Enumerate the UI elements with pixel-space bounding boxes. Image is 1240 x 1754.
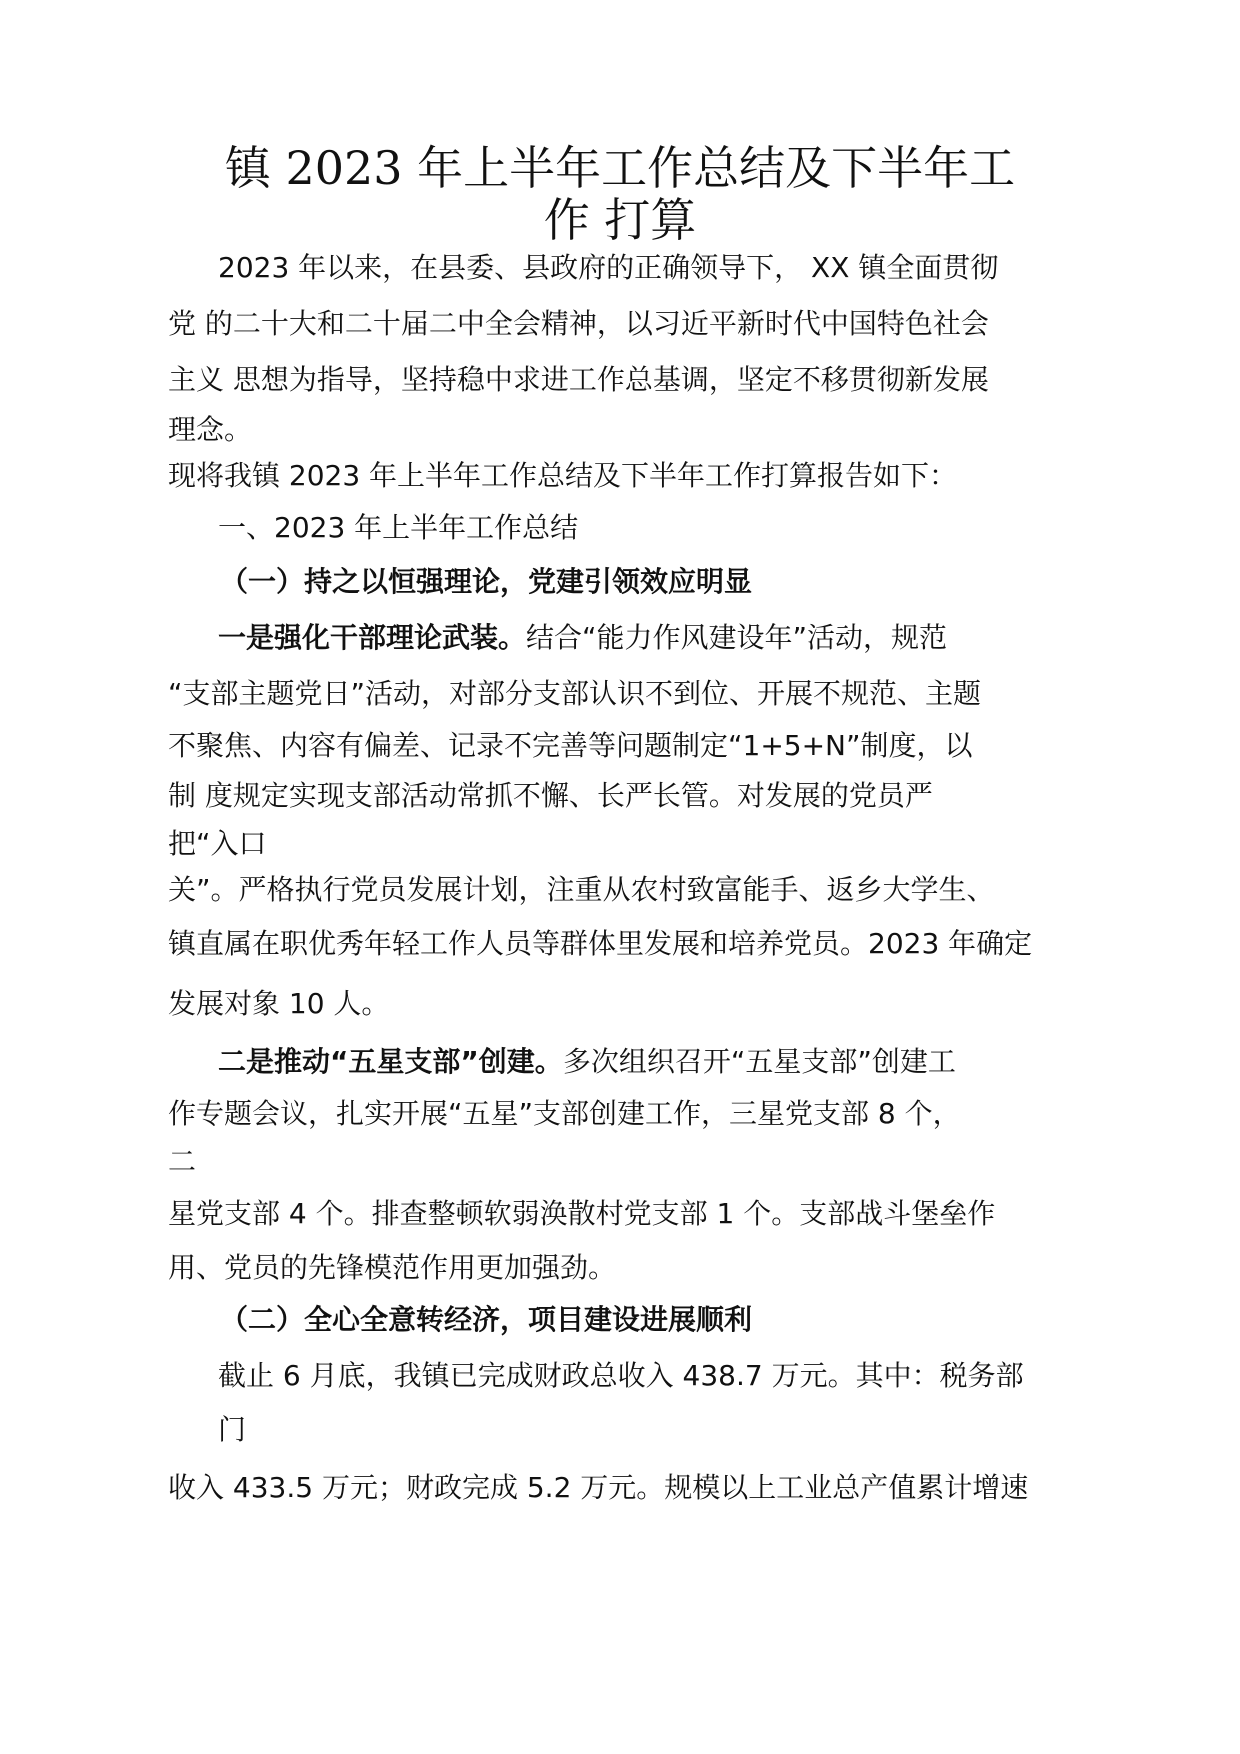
section-one-heading: 一、2023 年上半年工作总结 <box>218 511 579 544</box>
paragraph-1-first-rest: 结合“能力作风建设年”活动，规范 <box>526 621 948 654</box>
intro-line-4: 理念。 <box>168 413 253 446</box>
paragraph-2-line-1 <box>218 1044 956 1080</box>
subsection-two-heading: （二）全心全意转经济，项目建设进展顺利 <box>220 1303 753 1336</box>
paragraph-2-line-5: 用、党员的先锋模范作用更加强劲。 <box>168 1251 617 1284</box>
paragraph-1-line-7: 镇直属在职优秀年轻工作人员等群体里发展和培养党员。2023 年确定 <box>168 927 1033 960</box>
document-title-line-1: 镇 2023 年上半年工作总结及下半年工 <box>224 141 1016 195</box>
paragraph-1-line-8: 发展对象 10 人。 <box>168 987 390 1020</box>
paragraph-1-line-3: 不聚焦、内容有偏差、记录不完善等问题制定“1+5+N”制度，以 <box>168 729 973 762</box>
paragraph-3-line-3: 收入 433.5 万元；财政完成 5.2 万元。规模以上工业总产值累计增速 <box>168 1471 1029 1504</box>
document-title-line-2: 作 打算 <box>543 193 697 247</box>
paragraph-2-line-3: 二 <box>168 1145 197 1178</box>
paragraph-1-line-5: 把“入口 <box>168 827 267 860</box>
intro-line-5: 现将我镇 2023 年上半年工作总结及下半年工作打算报告如下： <box>168 459 958 492</box>
paragraph-2-lead: 二是推动“五星支部”创建。 <box>218 1045 563 1078</box>
paragraph-1-line-2: “支部主题党日”活动，对部分支部认识不到位、开展不规范、主题 <box>168 677 982 710</box>
intro-line-2: 党 的二十大和二十届二中全会精神，以习近平新时代中国特色社会 <box>168 307 989 340</box>
paragraph-3-line-2: 门 <box>218 1413 247 1446</box>
paragraph-2-line-2: 作专题会议，扎实开展“五星”支部创建工作，三星党支部 8 个， <box>168 1097 961 1130</box>
paragraph-1-line-6: 关”。严格执行党员发展计划，注重从农村致富能手、返乡大学生、 <box>168 873 995 906</box>
paragraph-2-line-4: 星党支部 4 个。排查整顿软弱涣散村党支部 1 个。支部战斗堡垒作 <box>168 1197 996 1230</box>
intro-line-1: 2023 年以来，在县委、县政府的正确领导下， XX 镇全面贯彻 <box>218 251 999 284</box>
intro-line-3: 主义 思想为指导，坚持稳中求进工作总基调，坚定不移贯彻新发展 <box>168 363 989 396</box>
paragraph-3-line-1: 截止 6 月底，我镇已完成财政总收入 438.7 万元。其中：税务部 <box>218 1359 1024 1392</box>
paragraph-1-line-4: 制 度规定实现支部活动常抓不懈、长严长管。对发展的党员严 <box>168 779 933 812</box>
paragraph-1-lead: 一是强化干部理论武装。 <box>218 621 527 654</box>
paragraph-1-line-1 <box>218 620 947 656</box>
subsection-one-heading: （一）持之以恒强理论，党建引领效应明显 <box>220 565 753 598</box>
paragraph-2-first-rest: 多次组织召开“五星支部”创建工 <box>562 1045 956 1078</box>
